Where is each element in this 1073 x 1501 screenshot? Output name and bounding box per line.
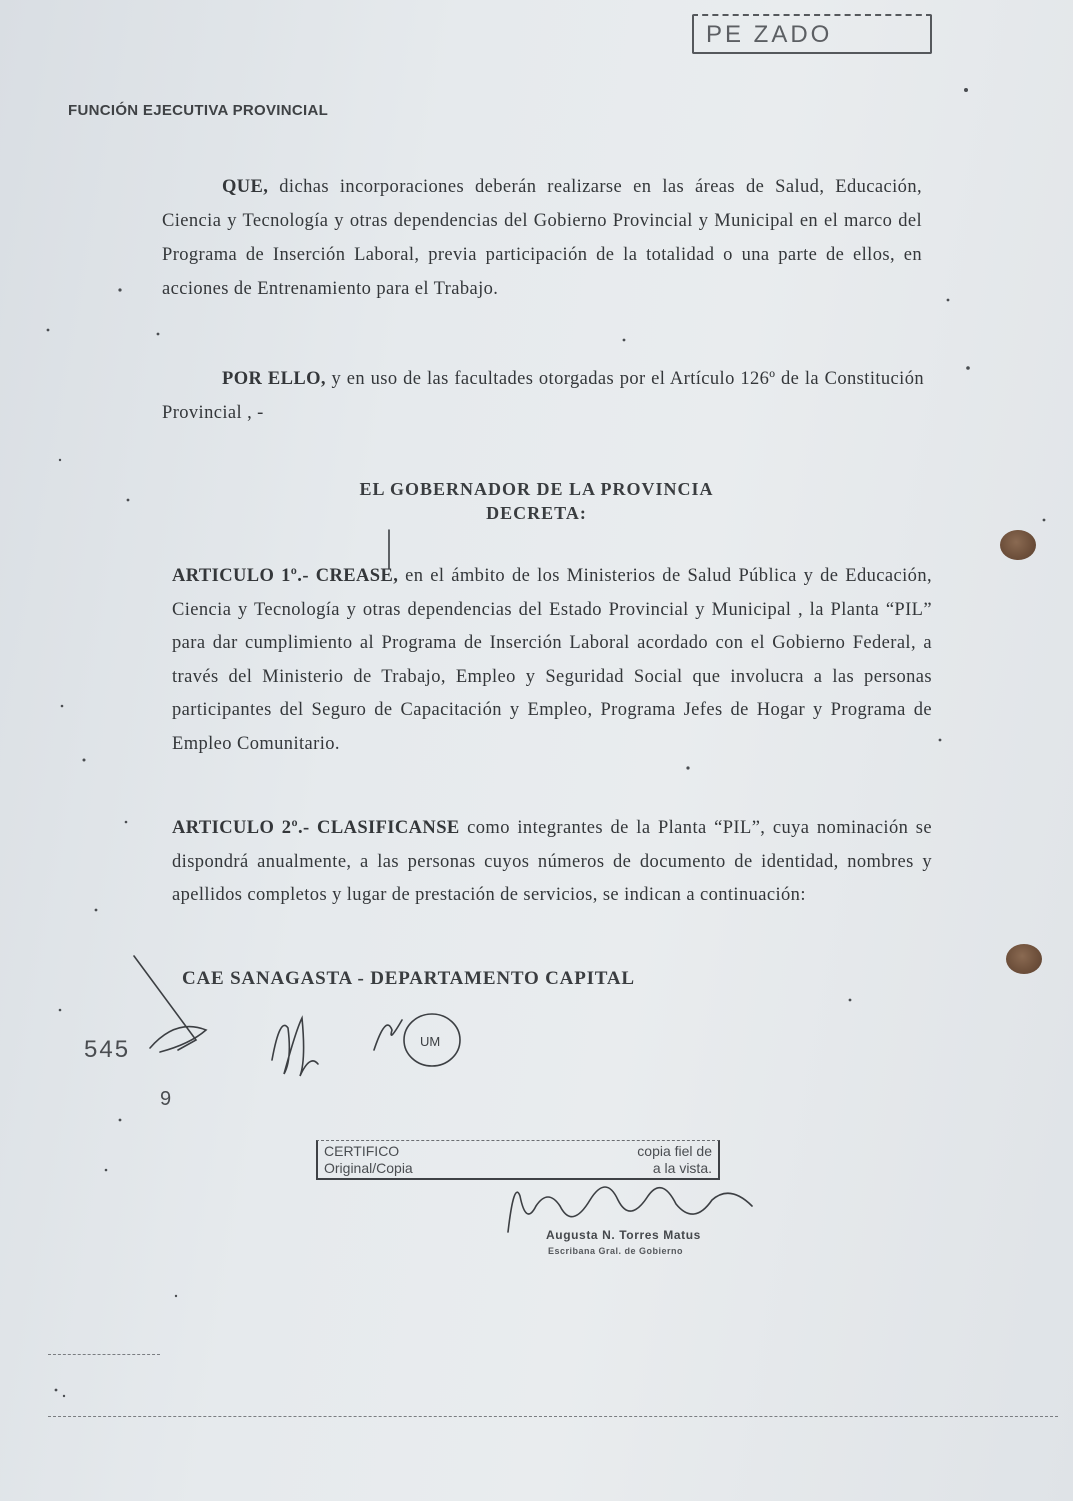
cert-line-1-right: copia fiel de	[637, 1143, 712, 1159]
article-lead: ARTICULO 1º.- CREASE,	[172, 566, 399, 586]
notary-title: Escribana Gral. de Gobierno	[548, 1246, 684, 1256]
cert-line-2-left: Original/Copia	[324, 1160, 413, 1176]
article-lead: ARTICULO 2º.- CLASIFICANSE	[172, 818, 460, 838]
initials-text: UM	[420, 1034, 441, 1049]
article-text: como integrantes de la Planta “PIL”, cuya nominación se dispondrá anualmente, a las personas cuyos números de documento de identidad, nombres y apellidos completos y lugar de prestación de servicios, se indican a continuación:	[172, 818, 932, 905]
cert-line-2-right: a la vista.	[652, 1160, 712, 1176]
scribble-mark	[150, 1027, 206, 1052]
diagonal-pen-stroke	[134, 956, 196, 1050]
scan-speckles	[47, 88, 1046, 1397]
notary-name: Augusta N. Torres Matus	[546, 1228, 701, 1242]
decree-title-line2: DECRETA:	[486, 503, 587, 523]
paragraph-lead: QUE,	[222, 177, 269, 197]
section-caption: CAE SANAGASTA - DEPARTAMENTO CAPITAL	[182, 968, 635, 989]
letterhead: FUNCIÓN EJECUTIVA PROVINCIAL	[68, 102, 329, 119]
folio-number: 9	[160, 1088, 172, 1110]
decree-title-line1: EL GOBERNADOR DE LA PROVINCIA	[359, 479, 714, 499]
article-text: en el ámbito de los Ministerios de Salud Pública y de Educación, Ciencia y Tecnología y otras dependencias del Estado Provincial y Municipal , la Planta “PIL” para dar cumplimiento al Programa de Inserción Laboral acordado con el Gobierno Federal, a través del Ministerio de Trabajo, Empleo y Seguridad Social que involucra a las personas participantes del Seguro de Capacitación y Empleo, Programa Jefes de Hogar y Programa de Empleo Comunitario.	[172, 566, 932, 754]
signature-2	[374, 1020, 402, 1050]
notary-signature	[508, 1187, 752, 1232]
file-number: 545	[84, 1036, 131, 1063]
paragraph-text: y en uso de las facultades otorgadas por el Artículo 126º de la Constitución Provincial , -	[162, 369, 925, 423]
signature-1	[272, 1018, 318, 1076]
paragraph-lead: POR ELLO,	[222, 369, 326, 389]
cert-line-1-left: CERTIFICO	[324, 1143, 400, 1159]
top-stamp: PE ZADO	[692, 14, 932, 54]
paragraph-text: dichas incorporaciones deberán realizarse en las áreas de Salud, Educación, Ciencia y Tecnología y otras dependencias del Gobierno Provincial y Municipal en el marco del Programa de Inserción Laboral, previa participación de la totalidad o una parte de ellos, en acciones de Entrenamiento para el Trabajo.	[162, 177, 922, 299]
